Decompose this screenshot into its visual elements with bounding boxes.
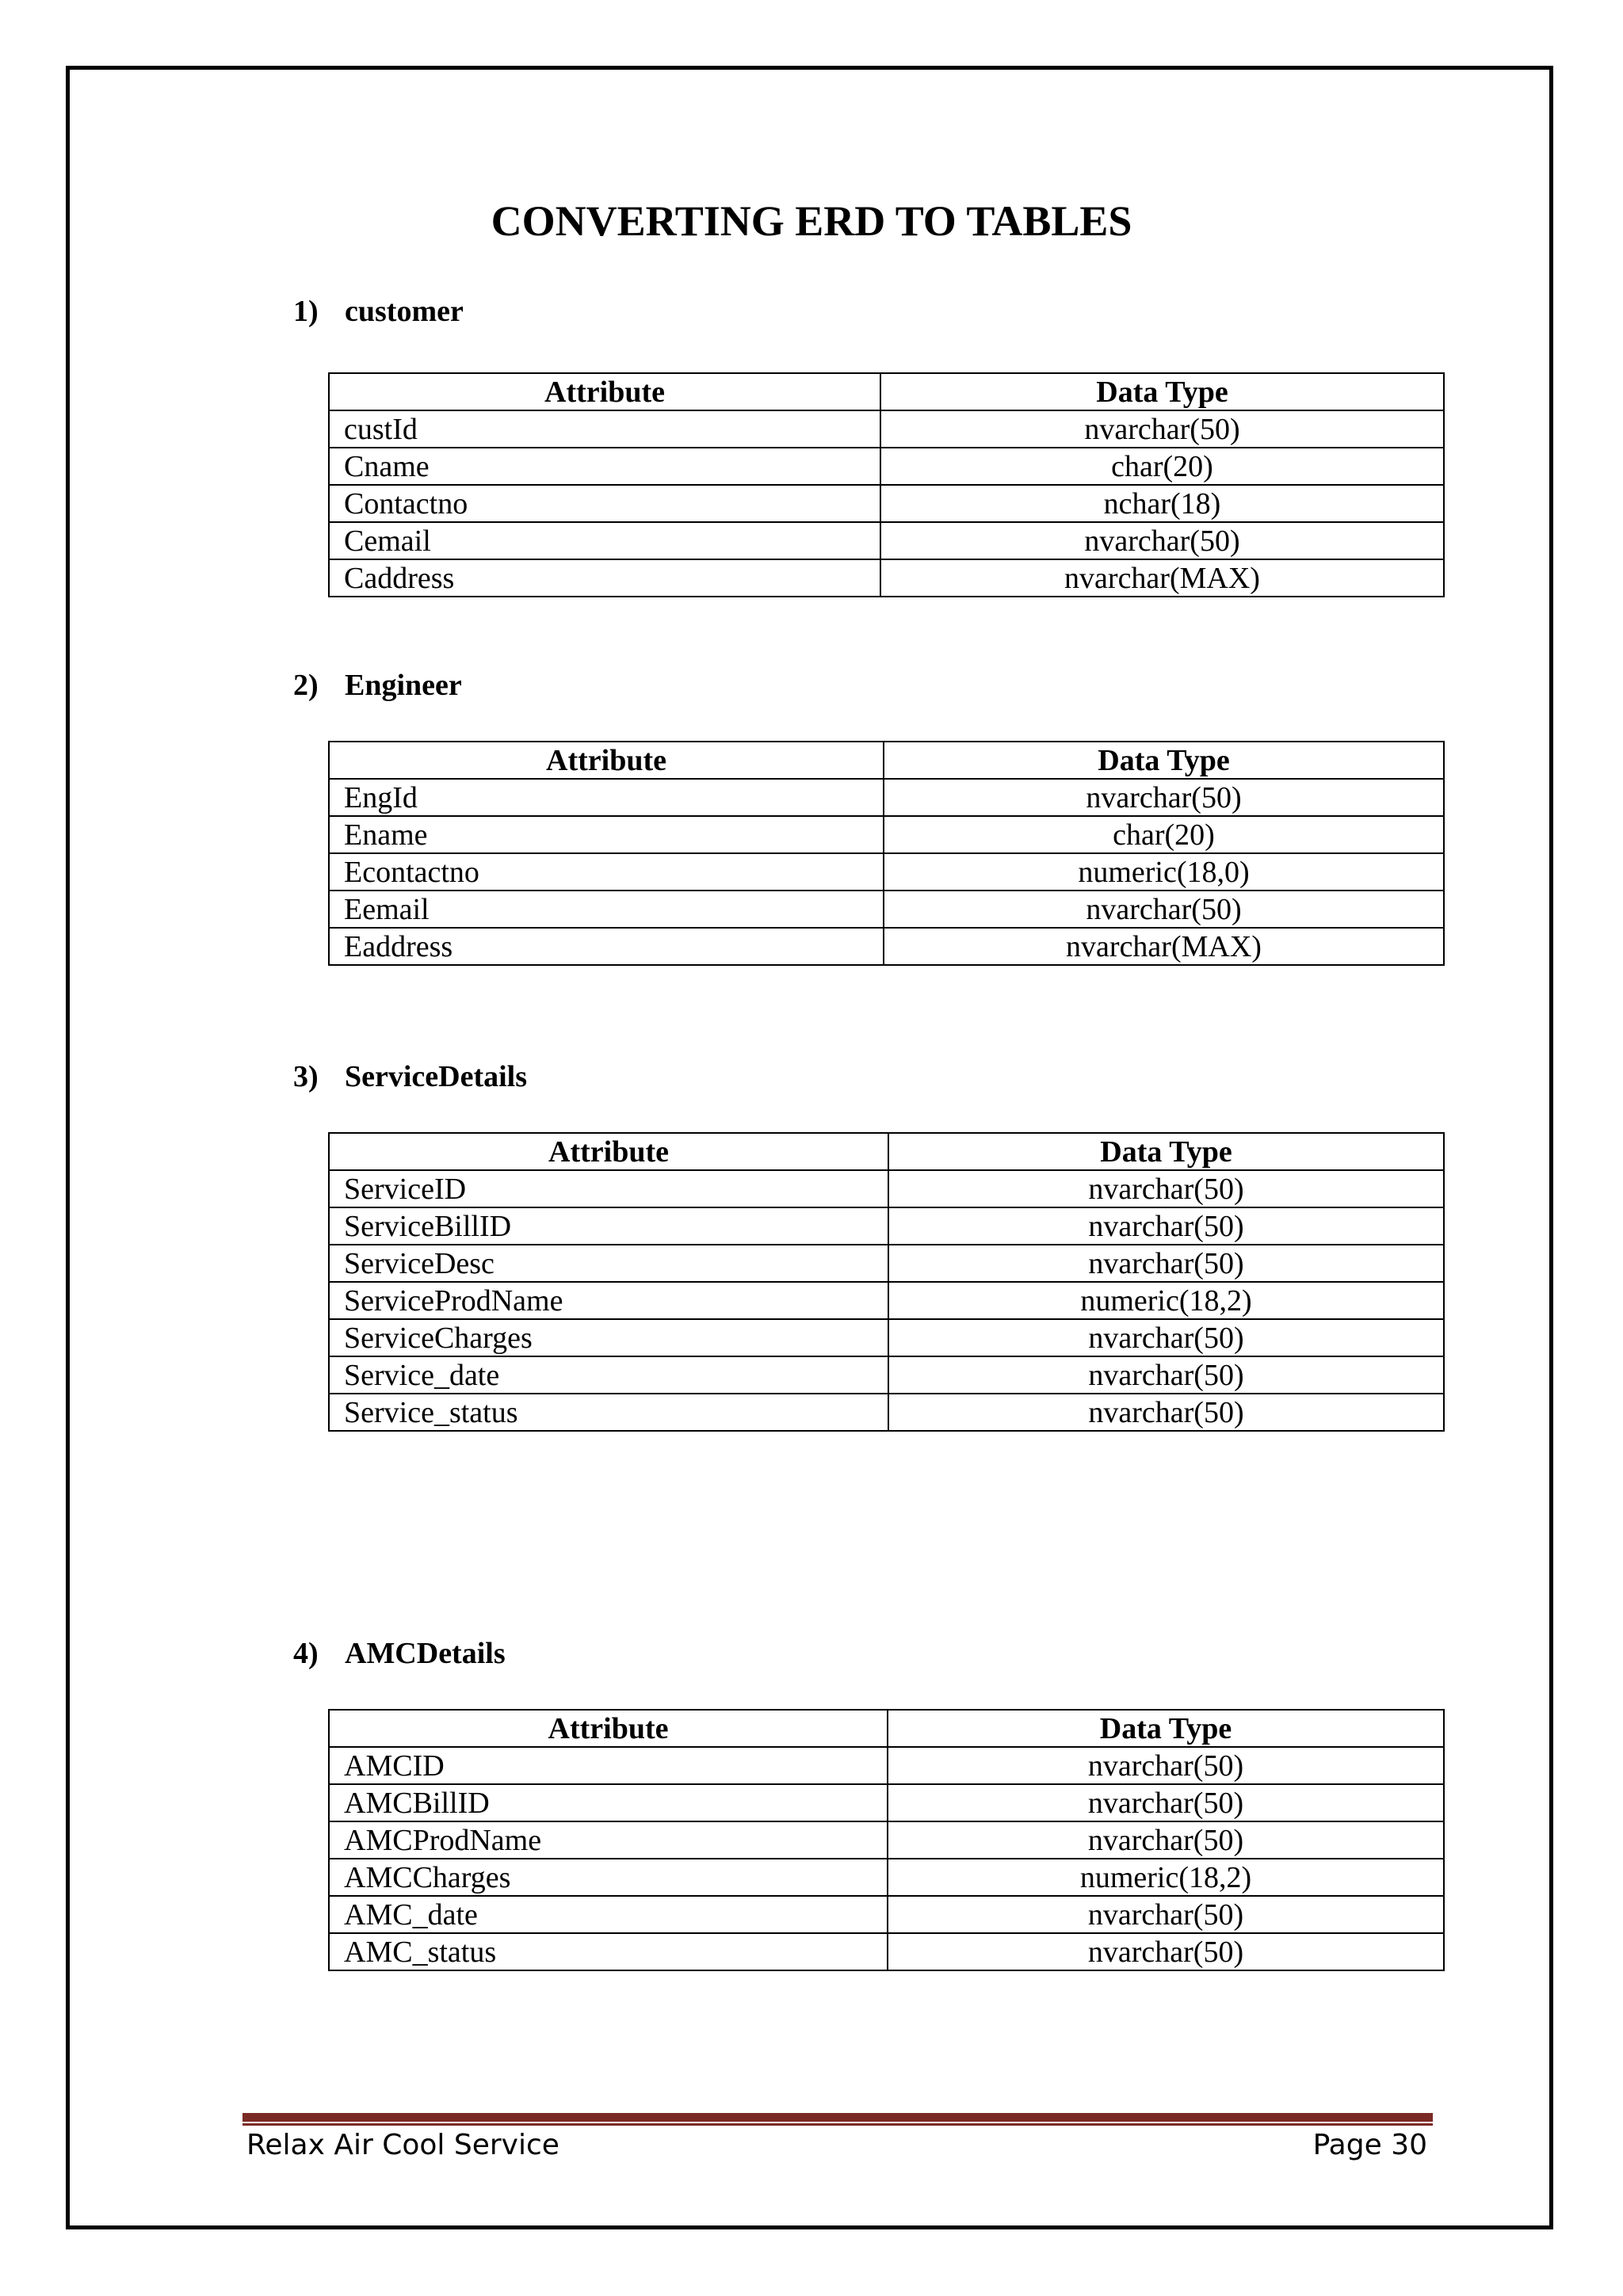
table-row	[329, 1747, 1444, 1784]
table-service-details	[328, 1132, 1445, 1432]
table-amc-details	[328, 1709, 1445, 1971]
data-type-cell: nvarchar(50)	[888, 1170, 1444, 1207]
attribute-cell: ServiceDesc	[329, 1245, 888, 1282]
attribute-cell: AMC_date	[329, 1896, 888, 1933]
data-type-cell: nvarchar(MAX)	[884, 928, 1444, 965]
header-attribute: Attribute	[329, 373, 880, 410]
attribute-cell: Cname	[329, 448, 880, 485]
table-row	[329, 410, 1444, 448]
data-type-cell: char(20)	[884, 816, 1444, 853]
table-row	[329, 1356, 1444, 1394]
footer-page-number: Page 30	[1312, 2129, 1427, 2161]
data-type-cell: nvarchar(50)	[888, 1747, 1444, 1784]
data-type-cell: nvarchar(50)	[888, 1821, 1444, 1859]
attribute-cell: ServiceBillID	[329, 1207, 888, 1245]
section-heading-service-details	[293, 1058, 527, 1095]
attribute-cell: Contactno	[329, 485, 880, 522]
table-header-row	[329, 1133, 1444, 1170]
data-type-cell: nvarchar(50)	[888, 1784, 1444, 1821]
attribute-cell: Caddress	[329, 559, 880, 597]
attribute-cell: Eemail	[329, 891, 884, 928]
section-number: 2)	[293, 669, 319, 702]
data-type-cell: nvarchar(50)	[884, 891, 1444, 928]
header-attribute: Attribute	[329, 742, 884, 779]
attribute-cell: ServiceID	[329, 1170, 888, 1207]
table-customer	[328, 372, 1445, 597]
table-row	[329, 485, 1444, 522]
attribute-cell: Service_date	[329, 1356, 888, 1394]
table-row	[329, 1784, 1444, 1821]
table-row	[329, 1245, 1444, 1282]
attribute-cell: ServiceProdName	[329, 1282, 888, 1319]
data-type-cell: nchar(18)	[880, 485, 1444, 522]
attribute-cell: Service_status	[329, 1394, 888, 1431]
data-type-cell: nvarchar(50)	[884, 779, 1444, 816]
section-name: customer	[345, 295, 464, 328]
attribute-cell: AMCBillID	[329, 1784, 888, 1821]
footer-rule	[242, 2113, 1433, 2122]
table-row	[329, 522, 1444, 559]
attribute-cell: ServiceCharges	[329, 1319, 888, 1356]
table-header-row	[329, 373, 1444, 410]
footer-document-name: Relax Air Cool Service	[246, 2129, 559, 2161]
section-name: Engineer	[345, 669, 462, 702]
section-number: 3)	[293, 1060, 319, 1093]
header-data-type: Data Type	[880, 373, 1444, 410]
data-type-cell: nvarchar(50)	[880, 522, 1444, 559]
section-heading-customer	[293, 293, 464, 330]
data-type-cell: numeric(18,2)	[888, 1859, 1444, 1896]
page-title: CONVERTING ERD TO TABLES	[491, 197, 1132, 245]
table-row	[329, 1282, 1444, 1319]
section-name: AMCDetails	[345, 1637, 506, 1670]
table-row	[329, 1933, 1444, 1970]
attribute-cell: AMCCharges	[329, 1859, 888, 1896]
table-row	[329, 1859, 1444, 1896]
table-row	[329, 1896, 1444, 1933]
table-header-row	[329, 1710, 1444, 1747]
attribute-cell: Ename	[329, 816, 884, 853]
table-row	[329, 448, 1444, 485]
table-row	[329, 1319, 1444, 1356]
table-row	[329, 1170, 1444, 1207]
attribute-cell: EngId	[329, 779, 884, 816]
attribute-cell: Cemail	[329, 522, 880, 559]
section-heading-engineer	[293, 667, 462, 704]
table-engineer	[328, 741, 1445, 966]
header-data-type: Data Type	[888, 1710, 1444, 1747]
attribute-cell: Eaddress	[329, 928, 884, 965]
table-row	[329, 1394, 1444, 1431]
table-row	[329, 1821, 1444, 1859]
data-type-cell: nvarchar(50)	[888, 1394, 1444, 1431]
attribute-cell: custId	[329, 410, 880, 448]
data-type-cell: nvarchar(50)	[888, 1356, 1444, 1394]
data-type-cell: numeric(18,2)	[888, 1282, 1444, 1319]
data-type-cell: nvarchar(50)	[888, 1896, 1444, 1933]
data-type-cell: nvarchar(50)	[888, 1245, 1444, 1282]
header-data-type: Data Type	[884, 742, 1444, 779]
attribute-cell: AMCProdName	[329, 1821, 888, 1859]
header-data-type: Data Type	[888, 1133, 1444, 1170]
data-type-cell: nvarchar(50)	[888, 1319, 1444, 1356]
data-type-cell: char(20)	[880, 448, 1444, 485]
data-type-cell: nvarchar(50)	[888, 1207, 1444, 1245]
section-number: 1)	[293, 295, 319, 328]
table-row	[329, 816, 1444, 853]
table-row	[329, 1207, 1444, 1245]
attribute-cell: AMC_status	[329, 1933, 888, 1970]
table-row	[329, 559, 1444, 597]
table-row	[329, 891, 1444, 928]
table-row	[329, 928, 1444, 965]
table-row	[329, 853, 1444, 891]
section-name: ServiceDetails	[345, 1060, 528, 1093]
data-type-cell: nvarchar(50)	[880, 410, 1444, 448]
attribute-cell: Econtactno	[329, 853, 884, 891]
attribute-cell: AMCID	[329, 1747, 888, 1784]
section-number: 4)	[293, 1637, 319, 1670]
data-type-cell: numeric(18,0)	[884, 853, 1444, 891]
table-header-row	[329, 742, 1444, 779]
section-heading-amc-details	[293, 1635, 506, 1672]
header-attribute: Attribute	[329, 1133, 888, 1170]
header-attribute: Attribute	[329, 1710, 888, 1747]
table-row	[329, 779, 1444, 816]
data-type-cell: nvarchar(MAX)	[880, 559, 1444, 597]
data-type-cell: nvarchar(50)	[888, 1933, 1444, 1970]
